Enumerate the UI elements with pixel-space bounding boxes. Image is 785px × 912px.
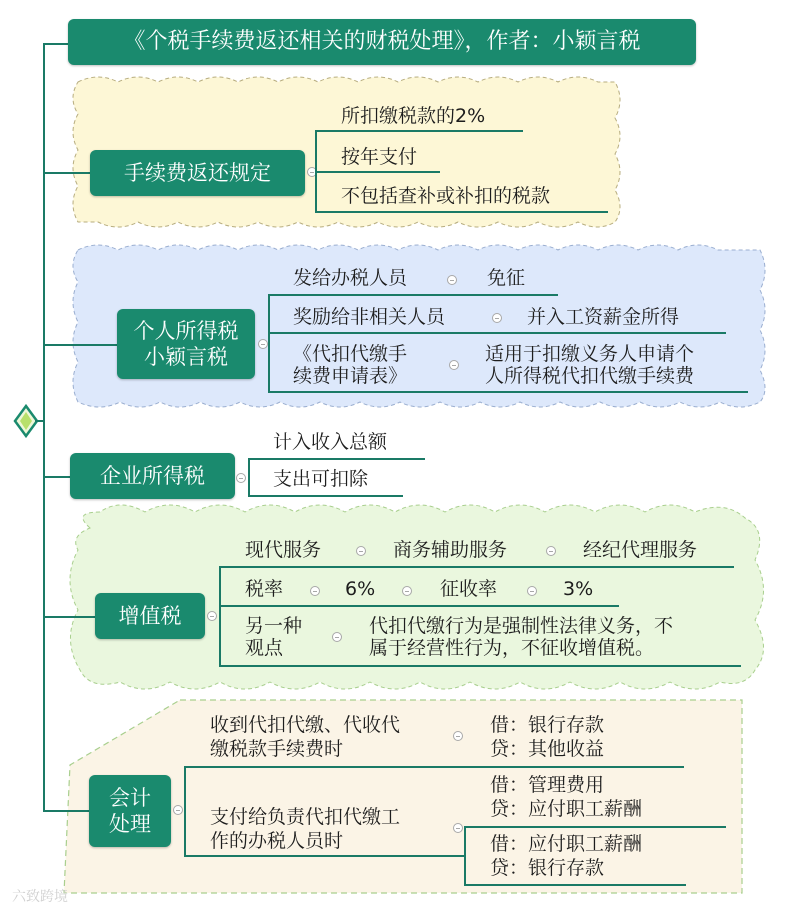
- leaf-underline: [268, 332, 726, 334]
- vat-service-business: 商务辅助服务: [393, 539, 508, 561]
- collapse-icon[interactable]: [453, 823, 463, 833]
- collapse-icon[interactable]: [453, 731, 463, 741]
- leaf-underline: [315, 211, 608, 213]
- collapse-icon[interactable]: [527, 586, 537, 596]
- vat-other-view-label: 另一种 观点: [245, 615, 303, 659]
- collapse-icon[interactable]: [447, 275, 457, 285]
- iit-row1-right: 免征: [487, 267, 526, 289]
- collapse-icon[interactable]: [546, 546, 556, 556]
- leaf-cit-income: 计入收入总额: [273, 431, 388, 453]
- main-trunk-line: [43, 44, 45, 812]
- accounting-receive-entry: 借：银行存款 贷：其他收益: [490, 714, 605, 760]
- collapse-icon[interactable]: [492, 313, 502, 323]
- collapse-icon[interactable]: [332, 632, 342, 642]
- leaf-refund-rate: 所扣缴税款的2%: [341, 105, 486, 127]
- leaf-underline: [464, 884, 686, 886]
- vat-tax-rate-label: 税率: [245, 578, 284, 600]
- watermark: 六致跨境: [12, 889, 68, 905]
- leaf-underline: [184, 766, 684, 768]
- page-title: 《个税手续费返还相关的财税处理》，作者：小颖言税: [68, 19, 696, 65]
- accounting-receive-label: 收到代扣代缴、代收代 缴税款手续费时: [210, 714, 401, 760]
- accounting-pay-bracket: [464, 826, 466, 884]
- node-accounting[interactable]: 会计 处理: [89, 775, 171, 847]
- node-vat[interactable]: 增值税: [95, 593, 205, 639]
- vat-tax-rate-value: 6%: [345, 578, 376, 600]
- vat-levy-rate-value: 3%: [563, 578, 594, 600]
- leaf-refund-exclude: 不包括查补或补扣的税款: [341, 185, 551, 207]
- collapse-icon[interactable]: [207, 611, 217, 621]
- branch-vat: [43, 616, 95, 618]
- leaf-underline: [219, 566, 734, 568]
- node-cit[interactable]: 企业所得税: [70, 453, 235, 499]
- branch-cit: [43, 476, 71, 478]
- branch-accounting: [43, 810, 89, 812]
- vat-bracket: [219, 566, 221, 666]
- leaf-underline: [464, 826, 726, 828]
- leaf-underline: [315, 130, 523, 132]
- iit-row2-right: 并入工资薪金所得: [527, 306, 680, 328]
- leaf-underline: [268, 294, 558, 296]
- collapse-icon[interactable]: [310, 586, 320, 596]
- leaf-cit-deduct: 支出可扣除: [273, 468, 369, 490]
- vat-service-agency: 经纪代理服务: [583, 539, 698, 561]
- collapse-icon[interactable]: [236, 473, 246, 483]
- vat-service-modern: 现代服务: [245, 539, 322, 561]
- leaf-underline: [268, 391, 748, 393]
- leaf-underline: [248, 495, 403, 497]
- leaf-underline: [219, 605, 619, 607]
- iit-bracket: [268, 294, 270, 392]
- leaf-refund-yearly: 按年支付: [341, 146, 418, 168]
- vat-levy-rate-label: 征收率: [440, 578, 498, 600]
- branch-title: [43, 43, 70, 45]
- branch-refund: [43, 172, 91, 174]
- accounting-pay-entry-1: 借：管理费用 贷：应付职工薪酬: [490, 774, 643, 820]
- accounting-bracket: [184, 766, 186, 856]
- iit-row3-left: 《代扣代缴手 续费申请表》: [293, 343, 408, 387]
- leaf-underline: [248, 458, 425, 460]
- vat-other-view-text: 代扣代缴行为是强制性法律义务，不 属于经营性行为，不征收增值税。: [369, 615, 674, 659]
- collapse-icon[interactable]: [356, 546, 366, 556]
- cit-bracket: [248, 458, 250, 496]
- iit-row1-left: 发给办税人员: [293, 267, 408, 289]
- accounting-pay-label: 支付给负责代扣代缴工 作的办税人员时: [210, 806, 401, 852]
- leaf-underline: [315, 171, 440, 173]
- collapse-icon[interactable]: [449, 360, 459, 370]
- leaf-underline: [219, 665, 741, 667]
- collapse-icon[interactable]: [173, 805, 183, 815]
- node-refund-rules[interactable]: 手续费返还规定: [90, 150, 305, 196]
- node-iit[interactable]: 个人所得税 小颖言税: [117, 309, 255, 379]
- accounting-pay-entry-2: 借：应付职工薪酬 贷：银行存款: [490, 833, 643, 879]
- leaf-underline: [184, 855, 466, 857]
- root-connector: [35, 420, 44, 422]
- iit-row3-right: 适用于扣缴义务人申请个 人所得税代扣代缴手续费: [485, 343, 695, 387]
- branch-iit: [43, 344, 117, 346]
- collapse-icon[interactable]: [402, 586, 412, 596]
- iit-row2-left: 奖励给非相关人员: [293, 306, 446, 328]
- collapse-icon[interactable]: [258, 339, 268, 349]
